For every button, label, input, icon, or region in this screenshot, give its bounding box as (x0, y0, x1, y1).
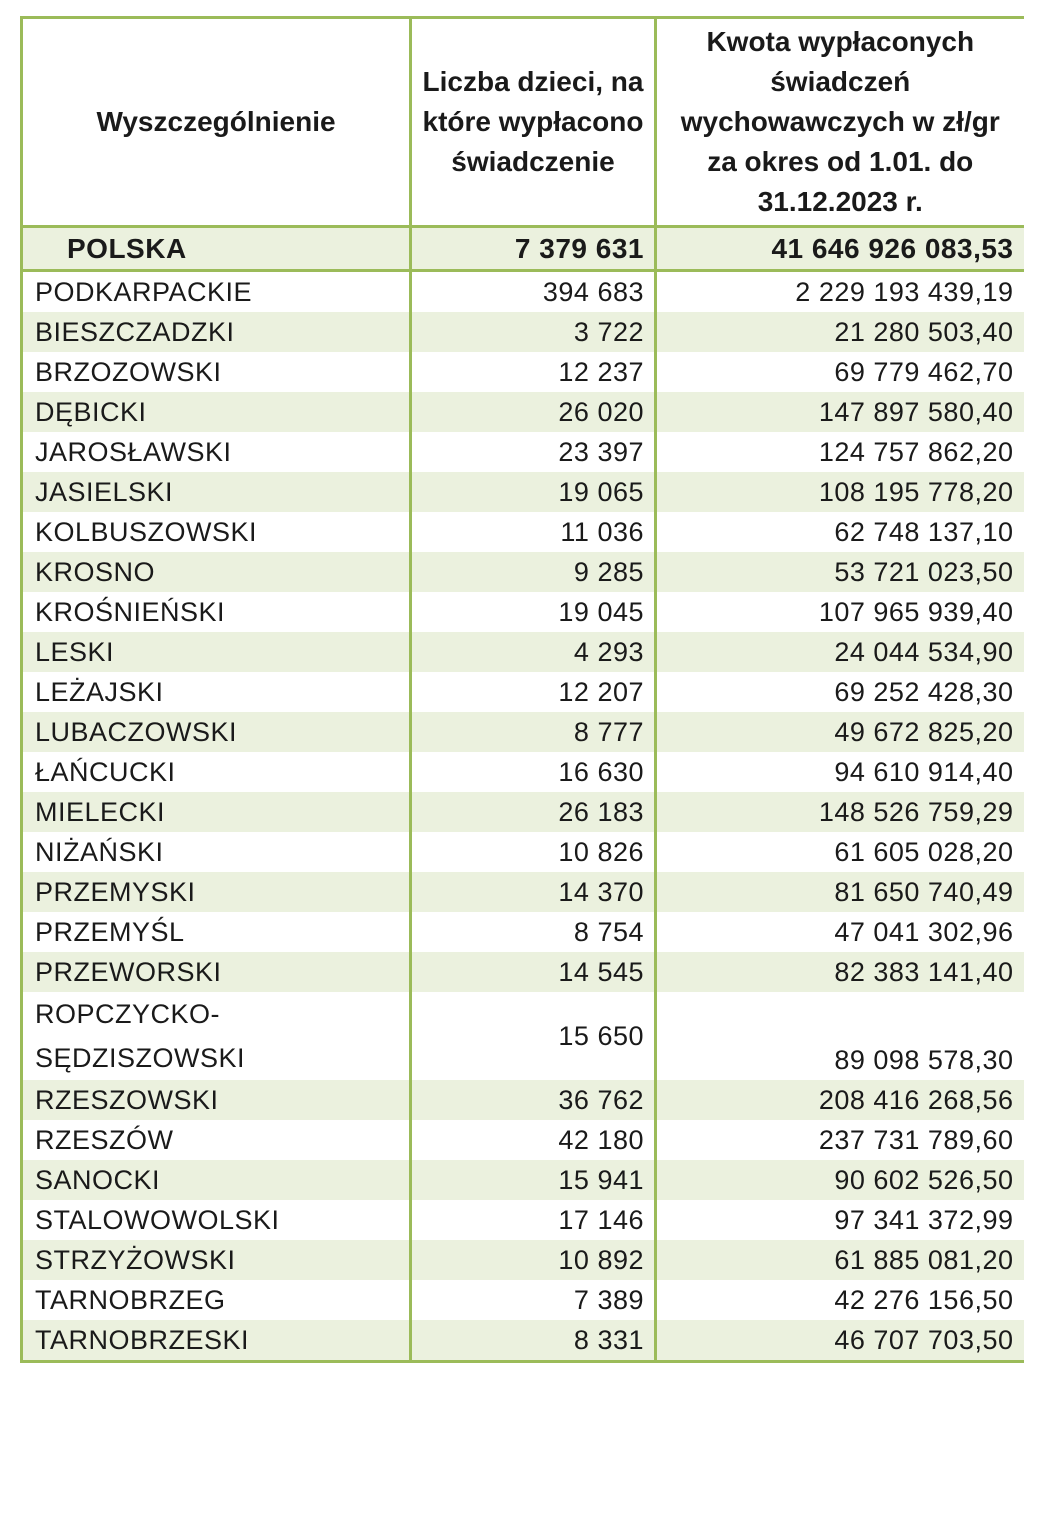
children-count: 14 370 (411, 872, 656, 912)
region-name: STRZYŻOWSKI (22, 1240, 411, 1280)
region-name: RZESZÓW (22, 1120, 411, 1160)
benefit-amount: 108 195 778,20 (656, 472, 1024, 512)
table-row (22, 352, 1024, 392)
table-row (22, 592, 1024, 632)
header-benefit-amount: Kwota wypłaconych świadczeń wychowawczych w zł/gr za okres od 1.01. do 31.12.2023 r. (656, 18, 1024, 227)
children-count: 14 545 (411, 952, 656, 992)
children-count: 9 285 (411, 552, 656, 592)
benefit-amount: 47 041 302,96 (656, 912, 1024, 952)
benefit-amount: 21 280 503,40 (656, 312, 1024, 352)
table-row (22, 472, 1024, 512)
region-name: TARNOBRZEG (22, 1280, 411, 1320)
benefit-amount: 107 965 939,40 (656, 592, 1024, 632)
region-name: KOLBUSZOWSKI (22, 512, 411, 552)
region-name: BIESZCZADZKI (22, 312, 411, 352)
table-row (22, 1240, 1024, 1280)
region-name: TARNOBRZESKI (22, 1320, 411, 1362)
benefit-amount: 42 276 156,50 (656, 1280, 1024, 1320)
children-count: 11 036 (411, 512, 656, 552)
total-row (22, 227, 1024, 271)
benefits-table (20, 16, 1024, 1363)
benefits-table-container (20, 16, 1022, 1363)
region-name-line1: ROPCZYCKO- (35, 999, 221, 1029)
region-name: KROŚNIEŃSKI (22, 592, 411, 632)
children-count: 3 722 (411, 312, 656, 352)
region-name: LESKI (22, 632, 411, 672)
children-count: 12 207 (411, 672, 656, 712)
table-row (22, 752, 1024, 792)
children-count: 8 777 (411, 712, 656, 752)
region-name: JAROSŁAWSKI (22, 432, 411, 472)
region-name: MIELECKI (22, 792, 411, 832)
table-row (22, 432, 1024, 472)
region-name: LEŻAJSKI (22, 672, 411, 712)
benefit-amount: 90 602 526,50 (656, 1160, 1024, 1200)
region-name: BRZOZOWSKI (22, 352, 411, 392)
region-name: JASIELSKI (22, 472, 411, 512)
table-row (22, 1160, 1024, 1200)
table-row (22, 632, 1024, 672)
children-count: 8 331 (411, 1320, 656, 1362)
children-count: 7 389 (411, 1280, 656, 1320)
benefit-amount: 69 252 428,30 (656, 672, 1024, 712)
benefit-amount: 53 721 023,50 (656, 552, 1024, 592)
table-row (22, 512, 1024, 552)
benefit-amount: 208 416 268,56 (656, 1080, 1024, 1120)
table-row (22, 312, 1024, 352)
benefit-amount: 2 229 193 439,19 (656, 271, 1024, 313)
benefit-amount: 46 707 703,50 (656, 1320, 1024, 1362)
benefit-amount: 89 098 578,30 (656, 992, 1024, 1080)
region-name: PRZEWORSKI (22, 952, 411, 992)
table-row (22, 912, 1024, 952)
table-row (22, 1280, 1024, 1320)
children-count: 36 762 (411, 1080, 656, 1120)
header-region: Wyszczególnienie (22, 18, 411, 227)
children-count: 15 941 (411, 1160, 656, 1200)
benefit-amount: 69 779 462,70 (656, 352, 1024, 392)
children-count: 19 065 (411, 472, 656, 512)
region-name: ŁAŃCUCKI (22, 752, 411, 792)
benefit-amount: 82 383 141,40 (656, 952, 1024, 992)
region-name: NIŻAŃSKI (22, 832, 411, 872)
children-count: 8 754 (411, 912, 656, 952)
region-name: KROSNO (22, 552, 411, 592)
benefit-amount: 237 731 789,60 (656, 1120, 1024, 1160)
table-row (22, 271, 1024, 313)
benefit-amount: 148 526 759,29 (656, 792, 1024, 832)
table-row (22, 992, 1024, 1080)
region-name: STALOWOWOLSKI (22, 1200, 411, 1240)
benefit-amount: 62 748 137,10 (656, 512, 1024, 552)
table-row (22, 1120, 1024, 1160)
total-name: POLSKA (22, 227, 411, 271)
table-row (22, 552, 1024, 592)
children-count: 12 237 (411, 352, 656, 392)
table-row (22, 1200, 1024, 1240)
children-count: 10 892 (411, 1240, 656, 1280)
table-row (22, 1320, 1024, 1362)
benefit-amount: 94 610 914,40 (656, 752, 1024, 792)
children-count: 394 683 (411, 271, 656, 313)
benefit-amount: 49 672 825,20 (656, 712, 1024, 752)
table-row (22, 792, 1024, 832)
table-header (22, 18, 1024, 227)
children-count: 26 183 (411, 792, 656, 832)
region-name: DĘBICKI (22, 392, 411, 432)
table-row (22, 952, 1024, 992)
benefit-amount: 81 650 740,49 (656, 872, 1024, 912)
benefit-amount: 61 605 028,20 (656, 832, 1024, 872)
table-row (22, 712, 1024, 752)
benefit-amount: 124 757 862,20 (656, 432, 1024, 472)
region-name: SANOCKI (22, 1160, 411, 1200)
children-count: 26 020 (411, 392, 656, 432)
table-body (22, 227, 1024, 1362)
benefit-amount: 61 885 081,20 (656, 1240, 1024, 1280)
region-name: RZESZOWSKI (22, 1080, 411, 1120)
children-count: 10 826 (411, 832, 656, 872)
header-children-count: Liczba dzieci, na które wypłacono świadczenie (411, 18, 656, 227)
children-count: 17 146 (411, 1200, 656, 1240)
children-count: 23 397 (411, 432, 656, 472)
table-row (22, 392, 1024, 432)
table-row (22, 872, 1024, 912)
region-name: PRZEMYŚL (22, 912, 411, 952)
region-name: PRZEMYSKI (22, 872, 411, 912)
table-row (22, 672, 1024, 712)
benefit-amount: 97 341 372,99 (656, 1200, 1024, 1240)
region-name (22, 992, 411, 1080)
table-row (22, 832, 1024, 872)
region-name: PODKARPACKIE (22, 271, 411, 313)
total-amount: 41 646 926 083,53 (656, 227, 1024, 271)
children-count: 4 293 (411, 632, 656, 672)
region-name: LUBACZOWSKI (22, 712, 411, 752)
benefit-amount: 147 897 580,40 (656, 392, 1024, 432)
region-name-line2: SĘDZISZOWSKI (35, 1043, 246, 1073)
children-count: 16 630 (411, 752, 656, 792)
children-count: 19 045 (411, 592, 656, 632)
children-count: 15 650 (411, 992, 656, 1080)
table-row (22, 1080, 1024, 1120)
children-count: 42 180 (411, 1120, 656, 1160)
benefit-amount: 24 044 534,90 (656, 632, 1024, 672)
total-children: 7 379 631 (411, 227, 656, 271)
